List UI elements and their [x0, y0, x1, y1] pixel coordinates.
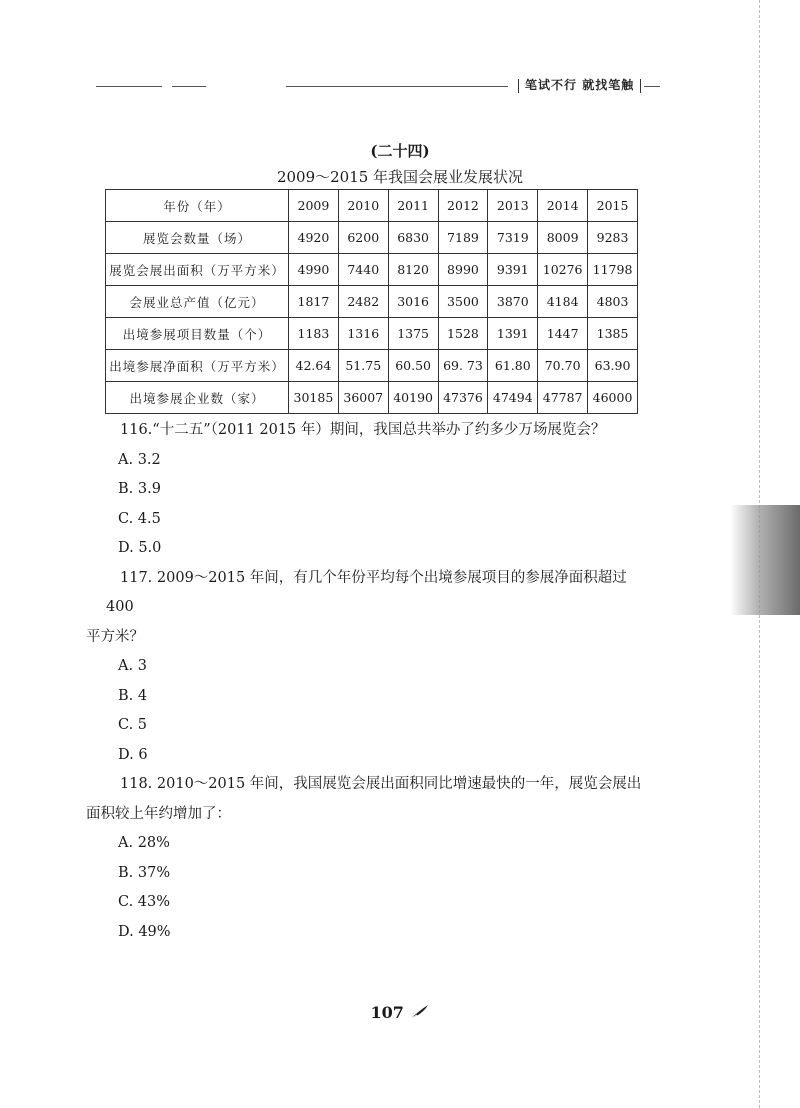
table-header-cell: 2011	[388, 190, 438, 222]
table-row	[106, 318, 638, 350]
header-rule-right	[644, 86, 660, 87]
option-c: C. 4.5	[118, 510, 161, 527]
table-header-cell: 2013	[488, 190, 538, 222]
table-header-cell: 2009	[289, 190, 339, 222]
header-rule-left-2	[172, 86, 206, 87]
table-cell: 70.70	[538, 350, 588, 382]
table-header-label: 年份（年）	[106, 190, 289, 222]
page-footer	[0, 1003, 800, 1024]
table-row-label: 出境参展项目数量（个）	[106, 318, 289, 350]
table-cell: 7440	[338, 254, 388, 286]
option-d: D. 6	[118, 746, 148, 763]
table-title: 2009～2015 年我国会展业发展状况	[276, 168, 524, 186]
scan-shadow	[730, 505, 800, 615]
question-text-continued: 平方米？	[86, 628, 144, 645]
table-header-cell: 2010	[338, 190, 388, 222]
table-cell: 4990	[289, 254, 339, 286]
table-header-cell: 2015	[588, 190, 638, 222]
table-cell: 3500	[438, 286, 488, 318]
question-text: 116.“十二五”（2011 2015 年）期间，我国总共举办了约多少万场展览会？	[120, 422, 606, 438]
table-cell: 7319	[488, 222, 538, 254]
option-b: B. 4	[118, 687, 148, 704]
table-cell: 42.64	[289, 350, 339, 382]
table-cell: 40190	[388, 382, 438, 414]
table-cell: 47494	[488, 382, 538, 414]
table-cell: 46000	[588, 382, 638, 414]
question-text: 117. 2009～2015 年间，有几个年份平均每个出境参展项目的参展净面积超过 400	[106, 569, 627, 615]
table-cell: 1316	[338, 318, 388, 350]
option-b: B. 37%	[118, 864, 171, 881]
data-table	[105, 189, 638, 414]
option-d: D. 49%	[118, 923, 171, 940]
page-number: 107	[370, 1003, 404, 1022]
table-cell: 6200	[338, 222, 388, 254]
table-row-label: 出境参展企业数（家）	[106, 382, 289, 414]
table-row	[106, 350, 638, 382]
table-row	[106, 254, 638, 286]
table-cell: 11798	[588, 254, 638, 286]
table-row	[106, 222, 638, 254]
table-row-label: 展览会展出面积（万平方米）	[106, 254, 289, 286]
table-cell: 4184	[538, 286, 588, 318]
table-cell: 7189	[438, 222, 488, 254]
table-row-label: 展览会数量（场）	[106, 222, 289, 254]
table-cell: 3870	[488, 286, 538, 318]
table-cell: 1375	[388, 318, 438, 350]
table-row	[106, 382, 638, 414]
header-slogan-right: 就找笔触	[582, 78, 635, 92]
table-cell: 8990	[438, 254, 488, 286]
option-c: C. 43%	[118, 894, 171, 910]
table-cell: 1528	[438, 318, 488, 350]
table-cell: 2482	[338, 286, 388, 318]
option-a: A. 28%	[118, 835, 170, 851]
header-slogan-divider-end	[640, 79, 641, 93]
table-cell: 36007	[338, 382, 388, 414]
option-a: A. 3	[118, 658, 147, 674]
questions	[86, 416, 646, 947]
table-header-row	[106, 190, 638, 222]
question-118	[86, 770, 646, 947]
option-c: C. 5	[118, 717, 148, 733]
table-cell: 4920	[289, 222, 339, 254]
table-cell: 10276	[538, 254, 588, 286]
header-slogan-left: 笔试不行	[525, 78, 578, 92]
option-d: D. 5.0	[118, 540, 162, 556]
table-cell: 63.90	[588, 350, 638, 382]
pen-icon	[409, 1004, 429, 1024]
table-cell: 9283	[588, 222, 638, 254]
table-cell: 61.80	[488, 350, 538, 382]
table-header-cell: 2014	[538, 190, 588, 222]
header-rule-left	[96, 86, 162, 87]
table-header-cell: 2012	[438, 190, 488, 222]
table-cell: 1391	[488, 318, 538, 350]
table-row-label: 会展业总产值（亿元）	[106, 286, 289, 318]
table-cell: 30185	[289, 382, 339, 414]
table-cell: 6830	[388, 222, 438, 254]
table-cell: 8009	[538, 222, 588, 254]
table-cell: 47787	[538, 382, 588, 414]
option-b: B. 3.9	[118, 481, 161, 497]
table-cell: 51.75	[338, 350, 388, 382]
table-row	[106, 286, 638, 318]
question-117	[86, 564, 646, 771]
table-row-label: 出境参展净面积（万平方米）	[106, 350, 289, 382]
table-cell: 1447	[538, 318, 588, 350]
question-text-continued: 面积较上年约增加了：	[86, 805, 231, 822]
header-slogan-divider	[518, 79, 519, 93]
question-text: 118. 2010～2015 年间，我国展览会展出面积同比增速最快的一年，展览会展出	[120, 776, 642, 792]
header-rule-middle	[286, 86, 508, 87]
table-cell: 60.50	[388, 350, 438, 382]
header-slogan	[512, 76, 647, 93]
option-a: A. 3.2	[118, 451, 161, 468]
table-cell: 3016	[388, 286, 438, 318]
table-cell: 69. 73	[438, 350, 488, 382]
section-number: (二十四)	[370, 142, 430, 160]
table-cell: 9391	[488, 254, 538, 286]
table-cell: 1385	[588, 318, 638, 350]
table-cell: 8120	[388, 254, 438, 286]
table-cell: 1183	[289, 318, 339, 350]
table-cell: 1817	[289, 286, 339, 318]
table-cell: 47376	[438, 382, 488, 414]
question-116	[106, 416, 646, 564]
table-cell: 4803	[588, 286, 638, 318]
